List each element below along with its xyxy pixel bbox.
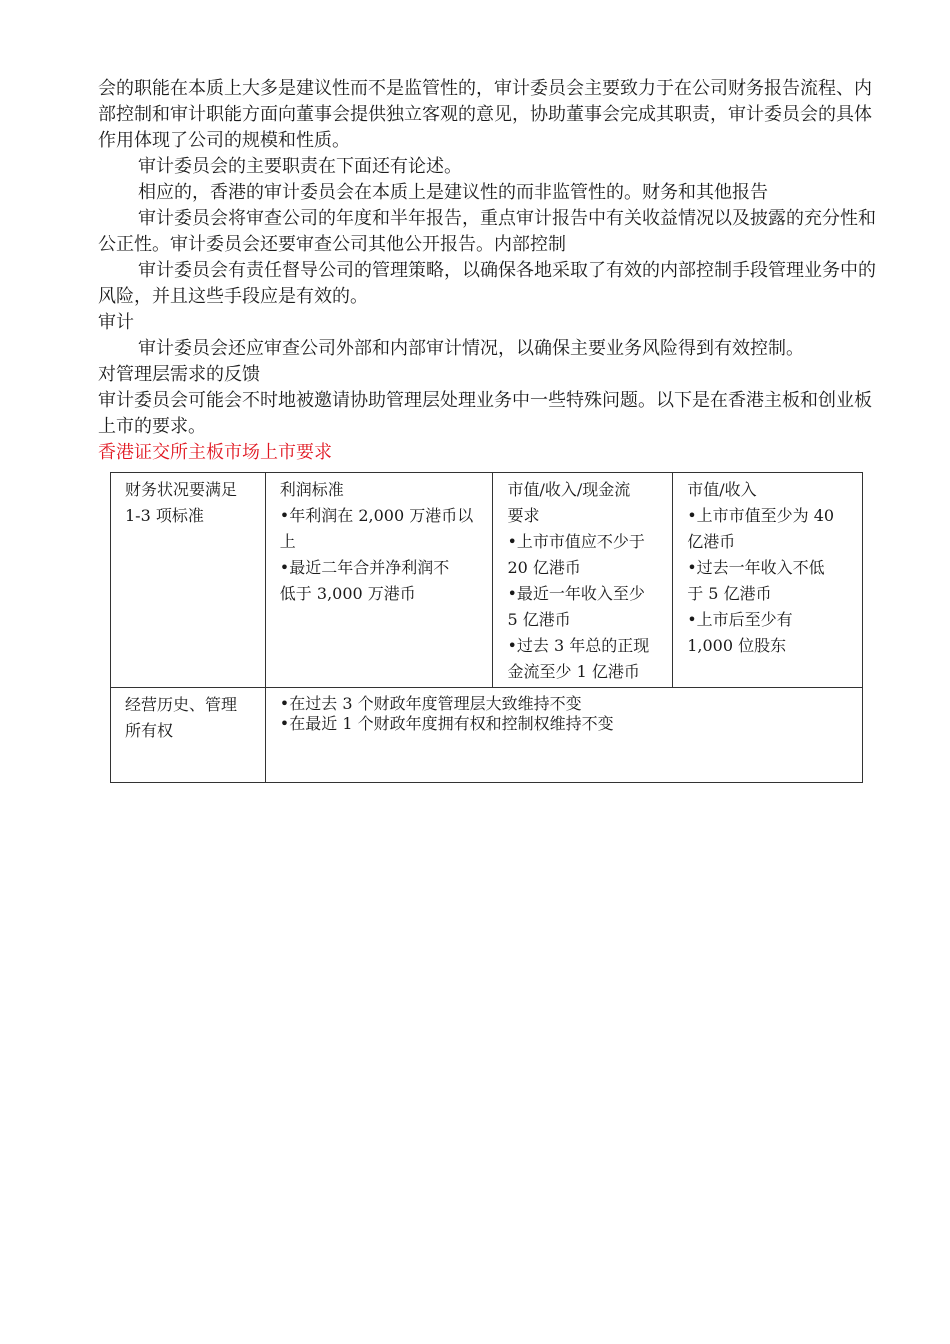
paragraph: 审计委员会还应审查公司外部和内部审计情况，以确保主要业务风险得到有效控制。 [138, 338, 804, 359]
table-cell-history-ownership: •在过去 3 个财政年度管理层大致维持不变 •在最近 1 个财政年度拥有权和控制权维持不变 [265, 688, 862, 783]
paragraph: 审计委员会的主要职责在下面还有论述。 [138, 156, 462, 177]
paragraph: 相应的，香港的审计委员会在本质上是建议性的而非监管性的。财务和其他报告 [138, 182, 768, 203]
table-cell-market-cap-cashflow: 市值/收入/现金流 要求 •上市市值应不少于 20 亿港币 •最近一年收入至少 5 亿港币 •过去 3 年总的正现 金流至少 1 亿港币 [493, 473, 673, 688]
paragraph: 审计委员会有责任督导公司的管理策略，以确保各地采取了有效的内部控制手段管理业务中的风险，并且这些手段应是有效的。 [98, 260, 876, 307]
table-cell-label: 财务状况要满足 1-3 项标准 [111, 473, 266, 688]
table-cell-market-cap-revenue: 市值/收入 •上市市值至少为 40 亿港币 •过去一年收入不低 于 5 亿港币 •上市后至少有 1,000 位股东 [673, 473, 863, 688]
paragraph: 会的职能在本质上大多是建议性而不是监管性的，审计委员会主要致力于在公司财务报告流程、内部控制和审计职能方面向董事会提供独立客观的意见，协助董事会完成其职责，审计委员会的具体作用体现了公司的规模和性质。 [98, 78, 872, 151]
table-row [111, 473, 863, 688]
section-heading: 对管理层需求的反馈 [98, 364, 260, 385]
table-row [111, 688, 863, 783]
listing-requirements-table [110, 472, 863, 783]
table-title: 香港证交所主板市场上市要求 [98, 442, 332, 463]
table-cell-profit: 利润标准 •年利润在 2,000 万港币以 上 •最近二年合并净利润不 低于 3,000 万港币 [265, 473, 493, 688]
document-body [98, 76, 888, 466]
table-cell-label: 经营历史、管理 所有权 [111, 688, 266, 783]
section-heading: 审计 [98, 312, 134, 333]
paragraph: 审计委员会将审查公司的年度和半年报告，重点审计报告中有关收益情况以及披露的充分性和公正性。审计委员会还要审查公司其他公开报告。内部控制 [98, 208, 876, 255]
paragraph: 审计委员会可能会不时地被邀请协助管理层处理业务中一些特殊问题。以下是在香港主板和创业板上市的要求。 [98, 390, 872, 437]
